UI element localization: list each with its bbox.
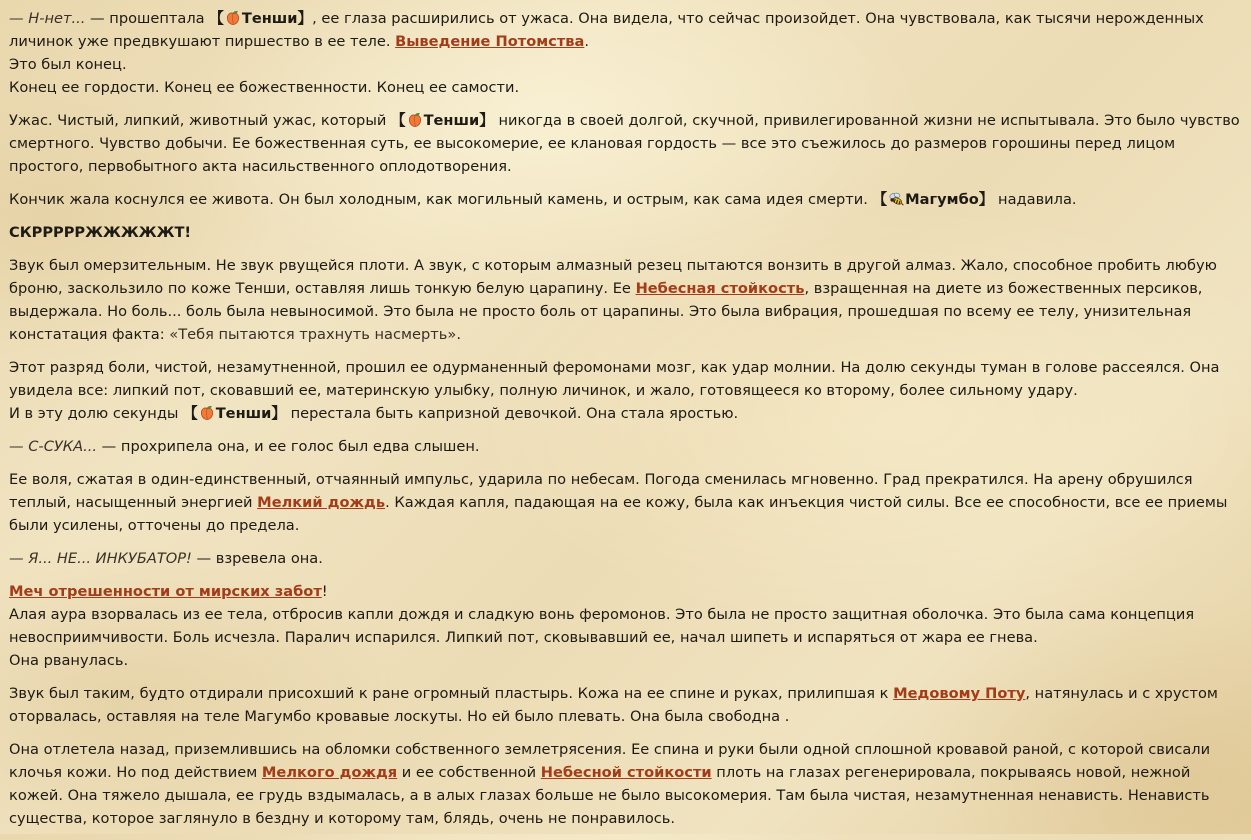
- paragraph: [9, 356, 1241, 402]
- paragraph: [9, 402, 1241, 425]
- dialogue-line: — Н-нет...: [9, 10, 86, 27]
- skill-link-heavenly-resilience[interactable]: Небесной стойкости: [540, 764, 712, 781]
- paragraph: [9, 109, 1241, 178]
- paragraph: [9, 435, 1241, 458]
- text-run: И в эту долю секунды: [9, 405, 184, 422]
- inner-quote: «Тебя пытаются трахнуть насмерть»: [169, 326, 457, 343]
- peach-icon: [199, 405, 215, 421]
- skill-link-honey-sweat[interactable]: Медовому Поту: [893, 685, 1026, 702]
- text-run: Звук был омерзительным. Не звук рвущейся плоти. А звук, с которым алмазный резец пытаются вонзить в другой алмаз. Жало, способное пробить любую броню, заскользило по коже Тенши, оставляя лишь тонкую белую царапину. Ее: [9, 257, 1217, 297]
- text-run: Конец ее гордости. Конец ее божественности. Конец ее самости.: [9, 79, 520, 96]
- text-run: надавила.: [993, 191, 1077, 208]
- weather-link-light-rain[interactable]: Мелкого дождя: [261, 764, 398, 781]
- skill-link-sword-of-detachment[interactable]: Меч отрешенности от мирских забот: [9, 583, 322, 600]
- text-run: — прошептала: [85, 10, 210, 27]
- text-run: Ужас. Чистый, липкий, животный ужас, который: [9, 112, 391, 129]
- story-text: [9, 7, 1241, 840]
- character-tag-tenshi: [391, 112, 494, 129]
- text-run: Кончик жала коснулся ее живота. Он был холодным, как могильный камень, и острым, как сама идея смерти.: [9, 191, 873, 208]
- peach-icon: [407, 112, 423, 128]
- dialogue-line: — С-СУКА...: [9, 438, 98, 455]
- bracket-close: 】: [271, 405, 286, 422]
- paragraph: [9, 468, 1241, 537]
- text-run: , натянулась и с хрустом оторвалась, оставляя на теле Магумбо кровавые лоскуты. Но ей было плевать. Она была свободна .: [9, 685, 1218, 725]
- text-run: Ее воля, сжатая в один-единственный, отчаянный импульс, ударила по небесам. Погода сменилась мгновенно. Град прекратился. На арену обрушился теплый, насыщенный энергией: [9, 471, 1193, 511]
- text-run: перестала быть капризной девочкой. Она стала яростью.: [286, 405, 739, 422]
- character-tag-tenshi: [183, 405, 286, 422]
- character-name: Магумбо: [905, 191, 979, 208]
- paragraph: [9, 53, 1241, 76]
- bracket-open: 【: [209, 10, 224, 27]
- paragraph: [9, 188, 1241, 211]
- bracket-close: 】: [978, 191, 994, 208]
- skill-link-heavenly-resilience[interactable]: Небесная стойкость: [635, 280, 805, 297]
- paragraph: [9, 580, 1241, 603]
- text-run: . Каждая капля, падающая на ее кожу, была как инъекция чистой силы. Все ее способности, все ее приемы были усилены, отточены до предела.: [9, 494, 1228, 534]
- paragraph: [9, 682, 1241, 728]
- wasp-icon: [888, 191, 904, 207]
- text-run: Алая аура взорвалась из ее тела, отбросив капли дождя и сладкую вонь феромонов. Это была не просто защитная оболочка. Это была сама концепция невосприимчивости. Боль исчезла. Паралич испарился. Липкий пот, сковывавший ее, начал шипеть и испаряться от жара ее гнева.: [9, 606, 1195, 646]
- text-run: Этот разряд боли, чистой, незамутненной, прошил ее одурманенный феромонами мозг, как удар молнии. На долю секунды туман в голове рассеялся. Она увидела все: липкий пот, сковавший ее, материнскую улыбку, полную личинок, и жало, готовящееся ко второму, более сильному удару.: [9, 359, 1220, 399]
- text-run: Это был конец.: [9, 56, 127, 73]
- text-run: — прохрипела она, и ее голос был едва слышен.: [97, 438, 480, 455]
- peach-icon: [225, 10, 241, 26]
- dialogue-line: — Я... НЕ... ИНКУБАТОР!: [9, 550, 192, 567]
- paragraph: [9, 254, 1241, 346]
- text-run: .: [584, 33, 590, 50]
- paragraph: [9, 7, 1241, 53]
- paragraph: [9, 76, 1241, 99]
- paragraph: [9, 547, 1241, 570]
- text-run: .: [456, 326, 461, 343]
- bracket-open: 【: [183, 405, 198, 422]
- bracket-open: 【: [872, 191, 888, 208]
- text-run: , ее глаза расширились от ужаса. Она видела, что сейчас произойдет. Она чувствовала, как тысячи нерожденных личинок уже предвкушают пиршество в ее теле.: [9, 10, 1204, 50]
- text-run: , взращенная на диете из божественных персиков, выдержала. Но боль... боль была невыносимой. Это была не просто боль от царапины. Это была вибрация, прошедшая по всему ее телу, унизительная констатация факта:: [9, 280, 1203, 343]
- character-tag-tenshi: [209, 10, 312, 27]
- bracket-close: 】: [479, 112, 494, 129]
- paragraph: [9, 221, 1241, 244]
- weather-link-light-rain[interactable]: Мелкий дождь: [257, 494, 386, 511]
- character-tag-magumbo: [873, 191, 994, 208]
- character-name: Тенши: [423, 112, 480, 129]
- text-run: !: [321, 583, 328, 600]
- text-run: плоть на глазах регенерировала, покрываясь новой, нежной кожей. Она тяжело дышала, ее грудь вздымалась, а в алых глазах больше не было высокомерия. Там была чистая, незамутненная ненависть. Ненависть существа, которое заглянуло в бездну и которому там, блядь, очень не понравилось.: [9, 764, 1210, 827]
- character-name: Тенши: [215, 405, 272, 422]
- paragraph: [9, 738, 1241, 830]
- text-run: Она отлетела назад, приземлившись на обломки собственного землетрясения. Ее спина и руки были одной сплошной кровавой раной, с которой свисали клочья кожи. Но под действием: [9, 741, 1211, 781]
- text-run: Звук был таким, будто отдирали присохший к ране огромный пластырь. Кожа на ее спине и руках, прилипшая к: [9, 685, 894, 702]
- sound-effect: СКРРРРРЖЖЖЖЖТ!: [9, 224, 192, 241]
- bracket-open: 【: [390, 112, 406, 129]
- paragraph: [9, 603, 1241, 649]
- character-name: Тенши: [241, 10, 298, 27]
- text-run: никогда в своей долгой, скучной, привилегированной жизни не испытывала. Это было чувство смертного. Чувство добычи. Ее божественная суть, ее высокомерие, ее клановая гордость — все это съежилось до размеров горошины перед лицом простого, первобытного акта насильственного оплодотворения.: [9, 112, 1240, 175]
- text-run: Она рванулась.: [9, 652, 129, 669]
- bracket-close: 】: [297, 10, 313, 27]
- paragraph: [9, 649, 1241, 672]
- skill-link-offspring-breeding[interactable]: Выведение Потомства: [395, 33, 585, 50]
- text-run: — взревела она.: [191, 550, 323, 567]
- text-run: и ее собственной: [397, 764, 541, 781]
